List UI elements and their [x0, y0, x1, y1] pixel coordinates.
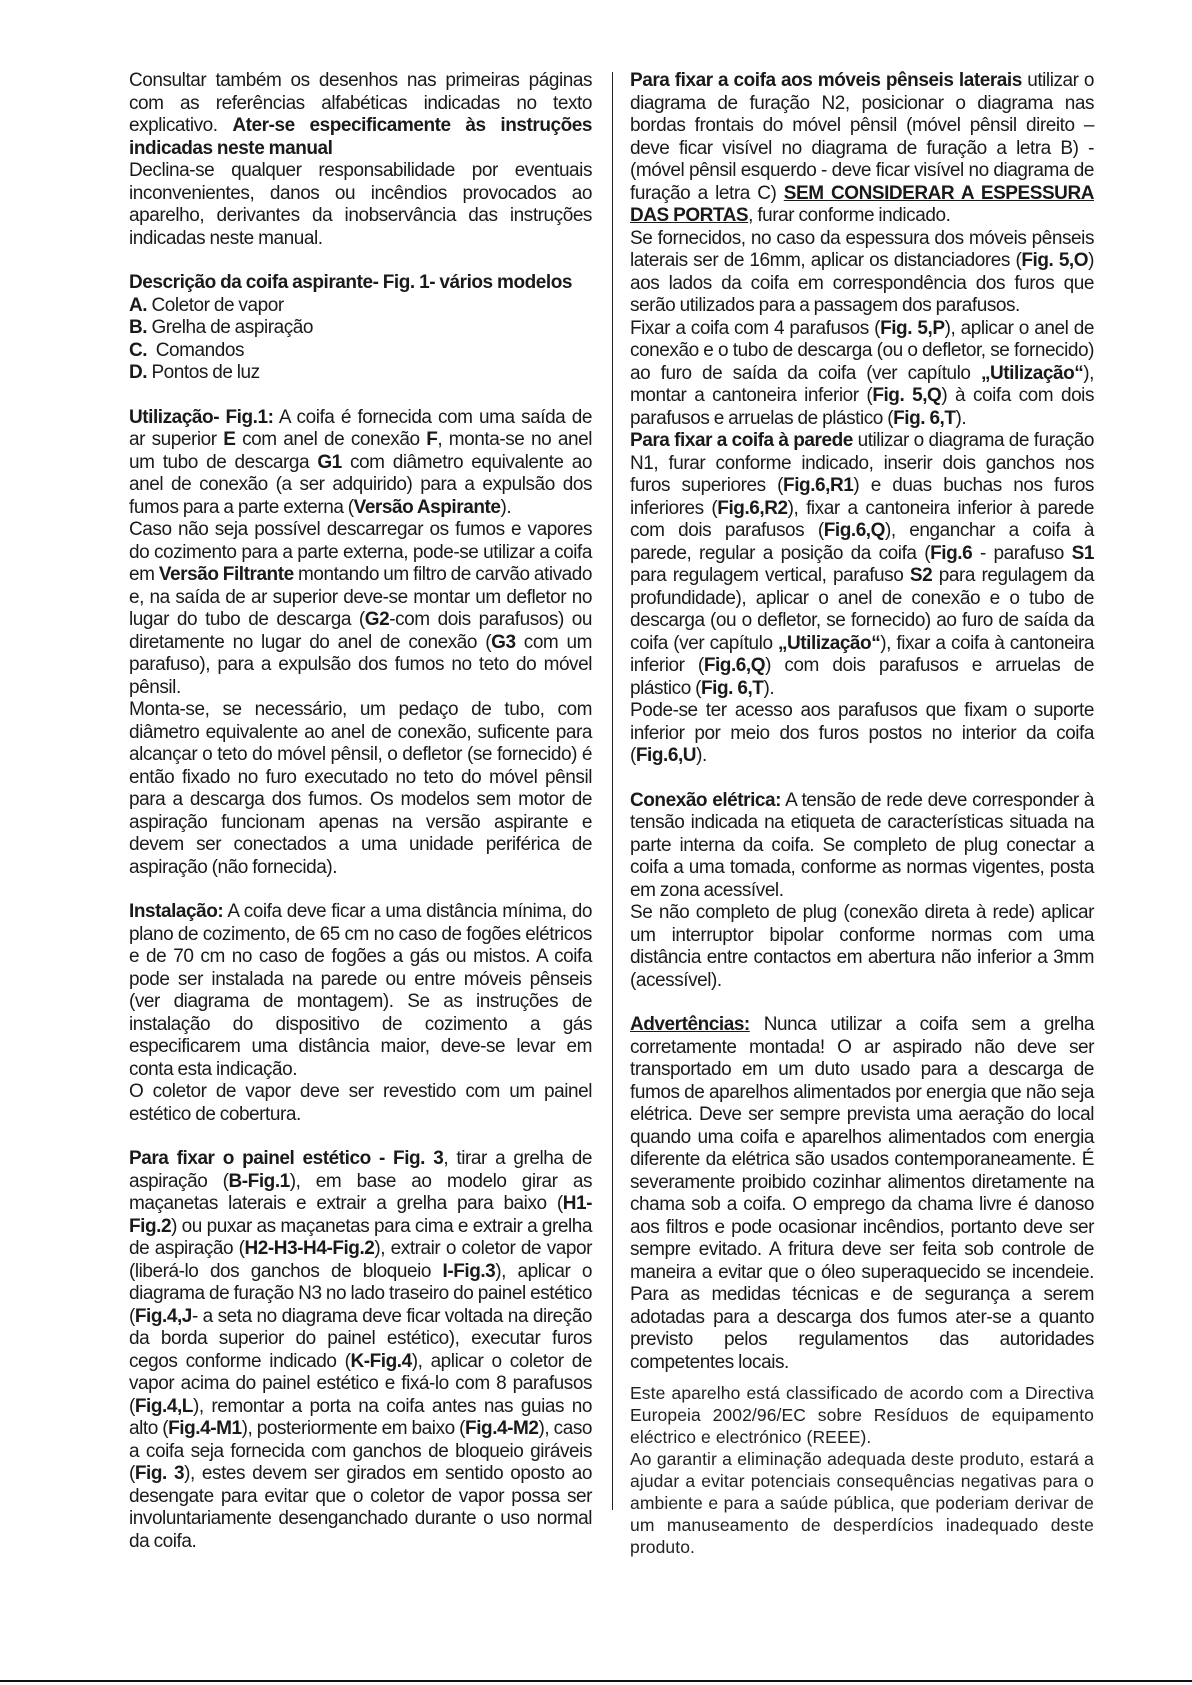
desc-item-a: A. Coletor de vapor: [129, 294, 284, 316]
parede-paragraph: Para fixar a coifa à parede utilizar o diagrama de furação N1, furar conforme indicado, inserir dois ganchos nos furos superiores (Fig.6,R1) e duas buchas nos furos inferiores (Fig.6,R2), fixar a cantoneira inferior à parede com dois parafusos (Fig.6,Q), enganchar a coifa à parede, regular a posição da coifa (Fig.6 - parafuso S1 para regulagem vertical, parafuso S2 para regulagem da profundidade), aplicar o anel de conexão e o tubo de descarga (ou o defletor, se fornecido) ao furo de saída da coifa (ver capítulo „Utilização“), fixar a coifa à cantoneira inferior (Fig.6,Q) com dois parafusos e arruelas de plástico (Fig. 6,T).: [630, 430, 1095, 699]
column-divider: [612, 72, 613, 1510]
acesso-parafusos-paragraph: Pode-se ter acesso aos parafusos que fixam o suporte inferior por meio dos furos postos no interior da coifa (Fig.6,U).: [630, 700, 1094, 766]
disclaimer-paragraph: Declina-se qualquer responsabilidade por eventuais inconvenientes, danos ou incêndios provocados ao aparelho, derivantes da inobservância das instruções indicadas neste manual.: [129, 160, 592, 249]
coletor-paragraph: O coletor de vapor deve ser revestido com um painel estético de cobertura.: [129, 1081, 592, 1125]
versao-filtrante-paragraph: Caso não seja possível descarregar os fumos e vapores do cozimento para a parte externa, pode-se utilizar a coifa em Versão Filtrante montando um filtro de carvão ativado e, na saída de ar superior deve-se montar um defletor no lugar do tubo de descarga (G2-com dois parafusos) ou diretamente no lugar do anel de conexão (G3 com um parafuso), para a expulsão dos fumos no teto do móvel pênsil.: [129, 519, 593, 698]
parede-heading: Para fixar a coifa à parede: [630, 430, 853, 451]
painel-paragraph: Para fixar o painel estético - Fig. 3, tirar a grelha de aspiração (B-Fig.1), em base ao modelo girar as maçanetas laterais e extrair a grelha para baixo (H1-Fig.2) ou puxar as maçanetas para cima e extrair a grelha de aspiração (H2-H3-H4-Fig.2), extrair o coletor de vapor (liberá-lo dos ganchos de bloqueio I-Fig.3), aplicar o diagrama de furação N3 no lado traseiro do painel estético (Fig.4,J- a seta no diagrama deve ficar voltada na direção da borda superior do painel estético), executar furos cegos conforme indicado (K-Fig.4), aplicar o coletor de vapor acima do painel estético e fixá-lo com 8 parafusos (Fig.4,L), remontar a porta na coifa antes nas guias no alto (Fig.4-M1), posteriormente em baixo (Fig.4-M2), caso a coifa seja fornecida com ganchos de bloqueio giráveis (Fig. 3), estes devem ser girados em sentido oposto ao desengate para evitar que o coletor de vapor possa ser involuntariamente desenganchado durante o uso normal da coifa.: [129, 1148, 592, 1552]
tubo-paragraph: Monta-se, se necessário, um pedaço de tubo, com diâmetro equivalente ao anel de conexão, suficente para alcançar o teto do móvel pênsil, o defletor (se fornecido) é então fixado no furo executado no teto do móvel pênsil para a descarga dos fumos. Os modelos sem motor de aspiração funcionam apenas na versão aspirante e devem ser conectados a uma unidade periférica de aspiração (não fornecida).: [129, 699, 592, 878]
desc-item-b: B. Grelha de aspiração: [129, 317, 313, 338]
advertencias-heading: Advertências:: [630, 1014, 750, 1035]
right-column: [630, 70, 1094, 1558]
conexao-eletrica-paragraph: Conexão elétrica: A tensão de rede deve corresponder à tensão indicada na etiqueta de características situada na parte interna da coifa. Se completo de plug conectar a coifa a uma tomada, conforme as normas vigentes, posta em zona acessível.: [630, 789, 1094, 901]
weee-disposal-paragraph: Ao garantir a eliminação adequada deste produto, estará a ajudar a evitar potenciais consequências negativas para o ambiente e para a saúde pública, que poderiam derivar de um manuseamento de desperdícios inadequado deste produto.: [630, 1449, 1094, 1557]
instalacao-paragraph: Instalação: A coifa deve ficar a uma distância mínima, do plano de cozimento, de 65 cm no caso de fogões elétricos e de 70 cm no caso de fogões a gás ou mistos. A coifa pode ser instalada na parede ou entre móveis pênseis (ver diagrama de montagem). Se as instruções de instalação do dispositivo de cozimento a gás especificarem uma distância maior, deve-se levar em conta esta indicação.: [129, 901, 592, 1080]
desc-item-d: D. Pontos de luz: [129, 362, 260, 383]
intro-bold-note: Ater-se especificamente às instruções indicadas neste manual: [129, 115, 592, 159]
intro-paragraph: Consultar também os desenhos nas primeiras páginas com as referências alfabéticas indicadas no texto explicativo. Ater-se especificamente às instruções indicadas neste manual: [129, 70, 592, 159]
desc-item-c: C. Comandos: [129, 339, 245, 361]
conexao-eletrica-heading: Conexão elétrica:: [630, 789, 782, 811]
distanciadores-paragraph: Se fornecidos, no caso da espessura dos móveis pênseis laterais ser de 16mm, aplicar os distanciadores (Fig. 5,O) aos lados da coifa em correspondência dos furos que serão utilizados para a passagem dos parafusos.: [630, 227, 1094, 316]
interruptor-paragraph: Se não completo de plug (conexão direta à rede) aplicar um interruptor bipolar conforme normas com uma distância entre contactos em abertura não inferior a 3mm (acessível).: [630, 902, 1094, 991]
moveis-laterais-paragraph: Para fixar a coifa aos móveis pênseis laterais utilizar o diagrama de furação N2, posicionar o diagrama nas bordas frontais do móvel pênsil (móvel pênsil direito – deve ficar visível no diagrama de furação a letra B) - (móvel pênsil esquerdo - deve ficar visível no diagrama de furação a letra C) SEM CONSIDERAR A ESPESSURA DAS PORTAS, furar conforme indicado.: [630, 70, 1094, 226]
instalacao-heading: Instalação:: [129, 901, 224, 922]
fixar-parafusos-paragraph: Fixar a coifa com 4 parafusos (Fig. 5,P), aplicar o anel de conexão e o tubo de descarga (ou o defletor, se fornecido) ao furo de saída da coifa (ver capítulo „Utilização“), montar a cantoneira inferior (Fig. 5,Q) à coifa com dois parafusos e arruelas de plástico (Fig. 6,T).: [630, 317, 1095, 429]
bottom-rule: [0, 1680, 1192, 1682]
left-column: [129, 70, 592, 1553]
advertencias-paragraph: Advertências: Nunca utilizar a coifa sem a grelha corretamente montada! O ar aspirado não deve ser transportado em um duto usado para a descarga de fumos de aparelhos alimentados por energia que não seja elétrica. Deve ser sempre prevista uma aeração do local quando uma coifa e aparelhos alimentados com energia diferente da elétrica são usados contemporaneamente. É severamente proibido cozinhar alimentos diretamente na chama sob a coifa. O emprego da chama livre é danoso aos filtros e pode ocasionar incêndios, portanto deve ser sempre evitado. A fritura deve ser feita sob controle de maneira a evitar que o óleo superaquecido se incendeie. Para as medidas técnicas e de segurança a serem adotadas para a descarga dos fumos ater-se a quanto previsto pelos regulamentos das autoridades competentes locais.: [630, 1014, 1094, 1373]
description-heading: Descrição da coifa aspirante- Fig. 1- vários modelos: [129, 272, 572, 293]
painel-heading: Para fixar o painel estético - Fig. 3: [129, 1148, 444, 1169]
moveis-laterais-heading: Para fixar a coifa aos móveis pênseis laterais: [630, 70, 1022, 91]
utilizacao-heading: Utilização- Fig.1:: [129, 406, 274, 428]
utilizacao-paragraph: Utilização- Fig.1: A coifa é fornecida com uma saída de ar superior E com anel de conexão F, monta-se no anel um tubo de descarga G1 com diâmetro equivalente ao anel de conexão (a ser adquirido) para a expulsão dos fumos para a parte externa (Versão Aspirante).: [129, 406, 592, 518]
weee-classification-paragraph: Este aparelho está classificado de acordo com a Directiva Europeia 2002/96/EC sobre Resíduos de equipamento eléctrico e electrónico (REEE).: [630, 1383, 1094, 1447]
